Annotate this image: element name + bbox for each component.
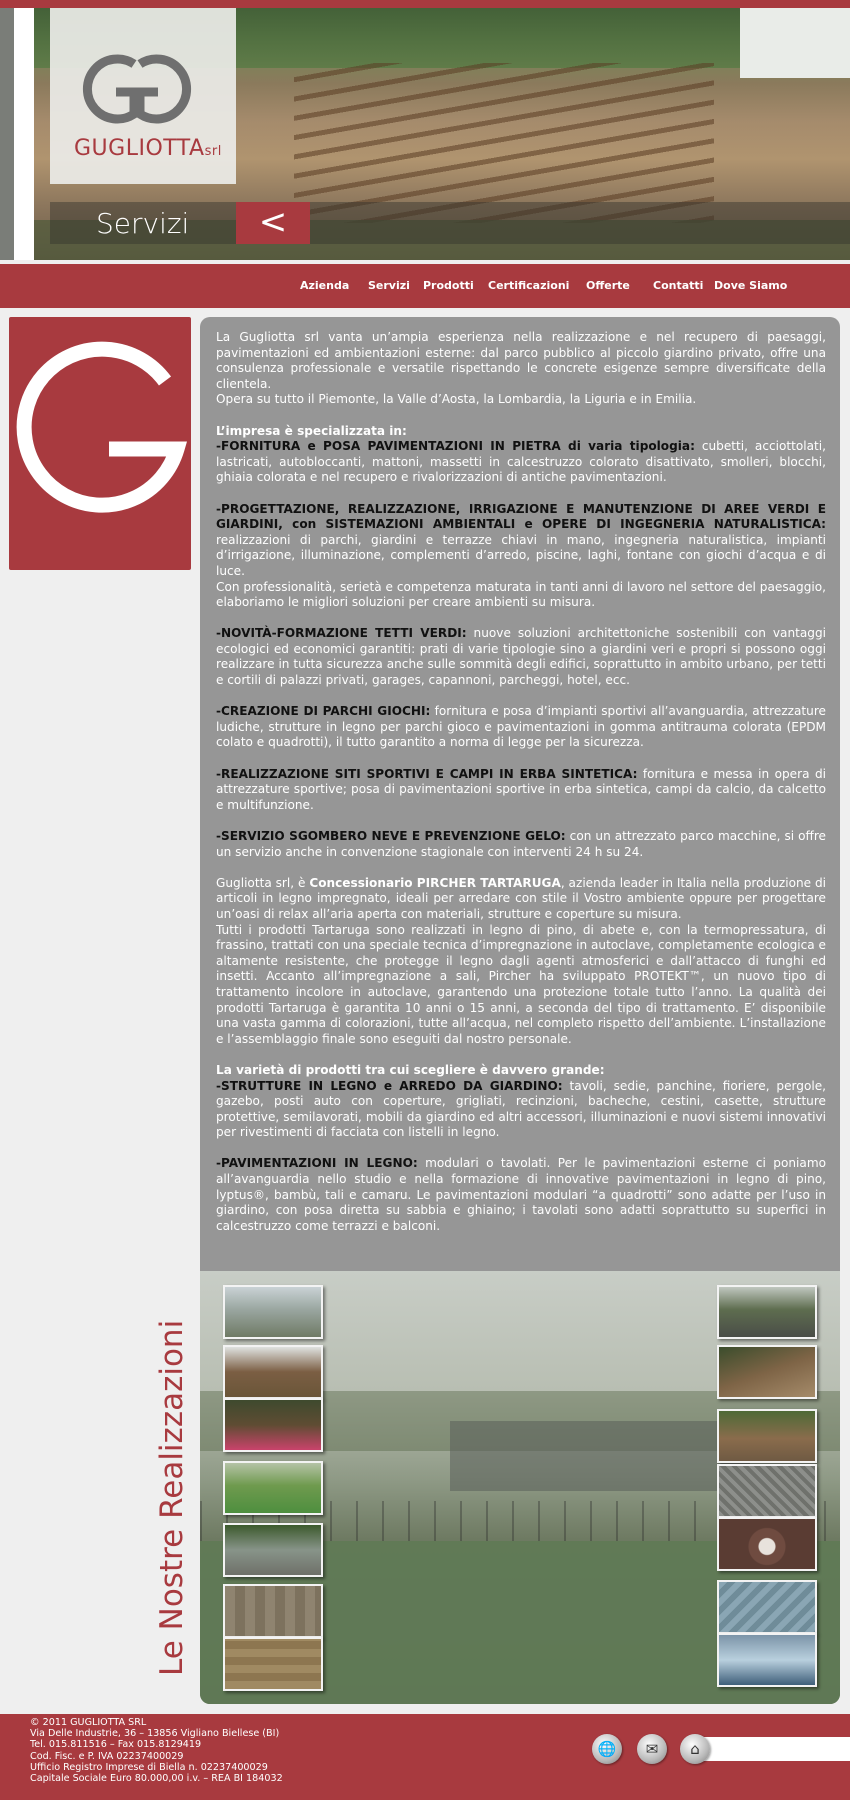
gallery-thumb[interactable]	[223, 1584, 323, 1638]
nav-item-dove-siamo[interactable]: Dove Siamo	[714, 279, 788, 292]
nav-item-prodotti[interactable]: Prodotti	[423, 279, 474, 292]
gallery-thumb[interactable]	[223, 1345, 323, 1399]
footer-white-strip	[700, 1737, 850, 1761]
gallery-thumb[interactable]	[717, 1633, 817, 1687]
gallery-thumb[interactable]	[223, 1461, 323, 1515]
logo-mark-icon	[72, 44, 202, 134]
gallery-thumb[interactable]	[717, 1285, 817, 1339]
gallery-thumb[interactable]	[223, 1398, 323, 1452]
gallery-thumb[interactable]	[223, 1637, 323, 1691]
nav-item-offerte[interactable]: Offerte	[586, 279, 630, 292]
white-stripe	[14, 8, 34, 260]
gallery-thumb[interactable]	[717, 1517, 817, 1571]
nav-item-contatti[interactable]: Contatti	[653, 279, 704, 292]
gallery-thumb[interactable]	[717, 1464, 817, 1518]
page-title: Servizi	[96, 207, 190, 240]
gallery-thumb[interactable]	[223, 1523, 323, 1577]
globe-icon[interactable]: 🌐	[592, 1734, 622, 1764]
side-letter-box	[9, 317, 191, 570]
nav-item-certificazioni[interactable]: Certificazioni	[488, 279, 570, 292]
nav-item-servizi[interactable]: Servizi	[368, 279, 410, 292]
gallery-thumb[interactable]	[223, 1285, 323, 1339]
logo[interactable]	[50, 8, 236, 184]
gallery-thumb[interactable]	[717, 1345, 817, 1399]
back-button[interactable]: <	[236, 202, 310, 244]
footer-info: © 2011 GUGLIOTTA SRL Via Delle Industrie, 36 – 13856 Vigliano Biellese (BI) Tel. 015.811516 – Fax 015.8129419 Cod. Fisc. e P. IVA 02237400029 Ufficio Registro Imprese di Biella n. 02237400029 Capitale Sociale Euro 80.000,00 i.v. – REA BI 184032	[30, 1717, 283, 1785]
mail-icon[interactable]: ✉	[637, 1734, 667, 1764]
nav-item-azienda[interactable]: Azienda	[300, 279, 350, 292]
gallery-title	[154, 1290, 194, 1680]
gallery-thumb[interactable]	[717, 1409, 817, 1463]
home-icon[interactable]: ⌂	[680, 1734, 710, 1764]
top-accent-bar	[0, 0, 850, 8]
logo-text: GUGLIOTTAsrl	[74, 136, 222, 161]
services-text: La Gugliotta srl vanta un’ampia esperienza nella realizzazione e nel recupero di paesaggi, pavimentazioni ed ambientazioni esterne: dal parco pubblico al piccolo giardino privato, offre una consulenza professionale e versatile rispettando le concrete esigenze sempre diversificate della clientela. Opera su tutto il Piemonte, la Valle d’Aosta, la Lombardia, la Liguria e in Emilia. L’impresa è specializzata in: -FORNITURA e POSA PAVIMENTAZIONI IN PIETRA di varia tipologia: cubetti, acciottolati, lastricati, autobloccanti, mattoni, massetti in calcestruzzo colorato disattivato, smolleri, blocchi, ghiaia colorata e nel recupero e rivalorizzazioni di antiche pavimentazioni. -PROGETTAZIONE, REALIZZAZIONE, IRRIGAZIONE E MANUTENZIONE DI AREE VERDI E GIARDINI, con SISTEMAZIONI AMBIENTALI e OPERE DI INGEGNERIA NATURALISTICA: realizzazioni di parchi, giardini e terrazze chiavi in mano, ingegneria naturalistica, impianti d’irrigazione, illuminazione, complementi d’arredo, piscine, laghi, fontane con giochi d’acqua e di luce. Con professionalità, serietà e competenza maturata in tanti anni di lavoro nel settore del paesaggio, elaboriamo le migliori soluzioni per creare ambienti su misura. -NOVITÀ-FORMAZIONE TETTI VERDI: nuove soluzioni architettoniche sostenibili con vantaggi ecologici ed economici garantiti: prati di varie tipologie sino a giardini veri e propri si possono oggi realizzare in tutta sicurezza anche sulle sommità degli edifici, soprattutto in ambito urbano, per tetti e cortili di palazzi privati, garages, capannoni, parcheggi, hotel, ecc. -CREAZIONE DI PARCHI GIOCHI: fornitura e posa d’impianti sportivi all’avanguardia, attrezzature ludiche, strutture in legno per parchi gioco e pavimentazioni in gomma antitrauma colorata (EPDM colato e quadrotti), il tutto garantito a norma di legge per la sicurezza. -REALIZZAZIONE SITI SPORTIVI E CAMPI IN ERBA SINTETICA: fornitura e messa in opera di attrezzature sportive; posa di pavimentazioni sportive in erba sintetica, campi da calcio, da calcetto e multifunzione. -SERVIZIO SGOMBERO NEVE E PREVENZIONE GELO: con un attrezzato parco macchine, si offre un servizio anche in convenzione stagionale con interventi 24 h su 24. Gugliotta srl, è Concessionario PIRCHER TARTARUGA, azienda leader in Italia nella produzione di articoli in legno impregnato, ideali per arredare con stile il Vostro ambiente oppure per progettare un’oasi di relax all’aria aperta con materiali, strutture e coperture su misura. Tutti i prodotti Tartaruga sono realizzati in legno di pino, di abete e, con la termopressatura, di frassino, trattati con una speciale tecnica d’impregnazione in autoclave, completamente ecologica e altamente resistente, che protegge il legno dagli agenti atmosferici e dall’attacco di funghi ed insetti. Accanto all’impregnazione a sali, Pircher ha sviluppato PROTEKT™, un nuovo tipo di trattamento incolore in autoclave, garantendo una protezione totale tutto l’anno. La qualità dei prodotti Tartaruga è garantita 10 anni o 15 anni, a seconda del tipo di trattamento. E’ disponibile una vasta gamma di colorazioni, tutte all’acqua, nel completo rispetto dell’ambiente. L’installazione e l’assemblaggio finale sono eseguiti dal nostro personale. La varietà di prodotti tra cui scegliere è davvero grande: -STRUTTURE IN LEGNO e ARREDO DA GIARDINO: tavoli, sedie, panchine, fioriere, pergole, gazebo, posti auto con coperture, grigliati, recinzioni, bacheche, cestini, casette, strutture protettive, semilavorati, mobili da giardino ed altri accessori, illuminazioni e nuovi sistemi innovativi per rivestimenti di facciata con listelli in legno. -PAVIMENTAZIONI IN LEGNO: modulari o tavolati. Per le pavimentazioni esterne ci poniamo all’avanguardia nello studio e nella formazione di innovative pavimentazioni in legno di pino, lyptus®, bambù, tali e camaru. Le pavimentazioni modulari “a quadrotti” sono adatte per l’uso in giardino, con posa diretta su sabbia e ghiaino; i tavolati sono adatti soprattutto su superfici in calcestruzzo come terrazzi e balconi.	[216, 330, 827, 1233]
gallery-title-text: Le Nostre Realizzazioni	[154, 1319, 190, 1676]
gallery-thumb[interactable]	[717, 1580, 817, 1634]
left-stripe	[0, 8, 14, 260]
letter-g-graphic	[9, 341, 191, 541]
